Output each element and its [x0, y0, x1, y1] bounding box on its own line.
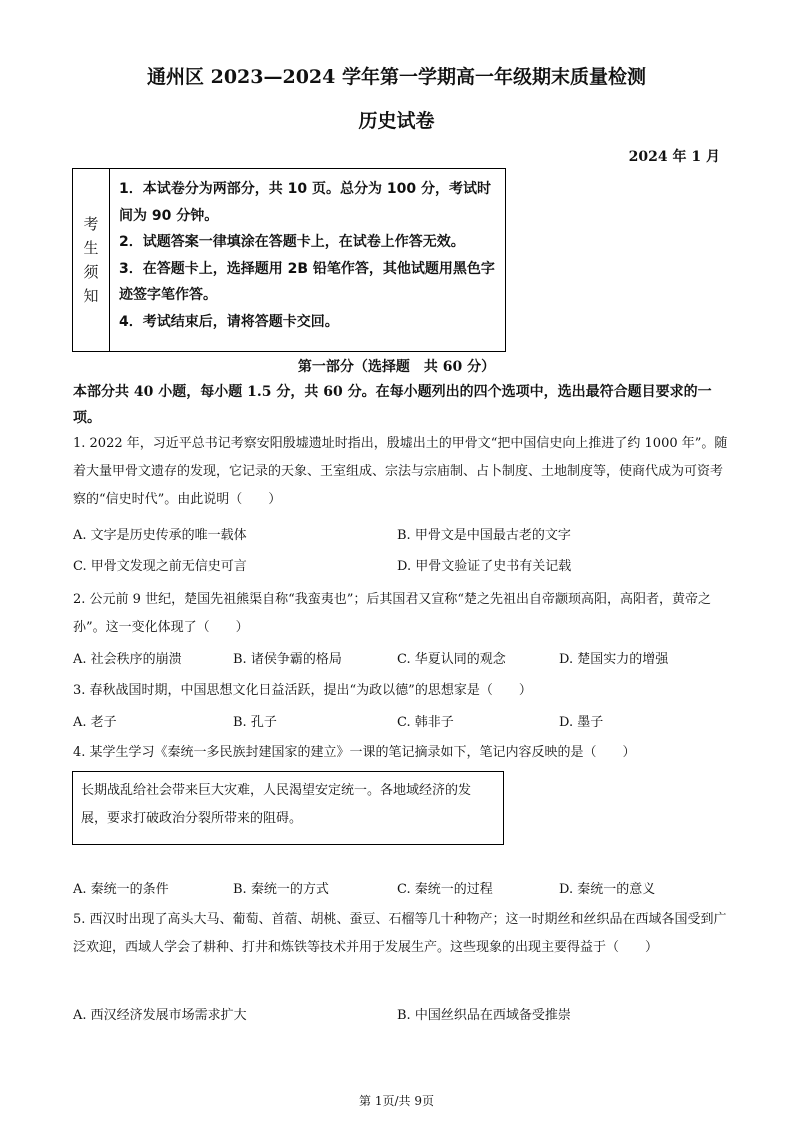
option: C. 秦统一的过程: [397, 882, 493, 897]
notice-label-char: 生: [83, 239, 99, 257]
section-title: 第一部分（选择题 共 60 分）: [297, 359, 496, 375]
page-footer: 第 1页/共 9页: [359, 1094, 434, 1108]
question-stem: 4. 某学生学习《秦统一多民族封建国家的建立》一课的笔记摘录如下，笔记内容反映的是（ ）: [73, 745, 636, 760]
question-stem: 3. 春秋战国时期，中国思想文化日益活跃，提出“为政以德”的思想家是（ ）: [73, 683, 532, 698]
notice-item: 2．试题答案一律填涂在答题卡上，在试卷上作答无效。: [119, 234, 465, 250]
notice-label-char: 须: [83, 263, 99, 281]
notice-label: [73, 169, 110, 351]
option: A. 社会秩序的崩溃: [73, 652, 182, 667]
option: C. 韩非子: [397, 715, 454, 730]
exam-date: 2024 年 1 月: [628, 149, 720, 165]
option: A. 西汉经济发展市场需求扩大: [73, 1008, 247, 1023]
section-intro: 本部分共 40 小题，每小题 1.5 分，共 60 分。在每小题列出的四个选项中，选出最符合题目要求的一项。: [73, 384, 712, 426]
option: C. 甲骨文发现之前无信史可言: [73, 559, 247, 574]
notice-body: [110, 169, 505, 351]
option: A. 文字是历史传承的唯一载体: [73, 528, 247, 543]
notice-label-char: 知: [83, 287, 99, 305]
notice-item: 1．本试卷分为两部分，共 10 页。总分为 100 分，考试时间为 90 分钟。: [119, 181, 491, 224]
option: A. 老子: [73, 715, 117, 730]
note-box: 长期战乱给社会带来巨大灾难，人民渴望安定统一。各地域经济的发展，要求打破政治分裂所带来的阻碍。: [72, 771, 504, 845]
option: D. 墨子: [559, 715, 604, 730]
question-stem: 2. 公元前 9 世纪，楚国先祖熊渠自称“我蛮夷也”；后其国君又宣称“楚之先祖出自帝颛顼高阳，高阳者，黄帝之孙”。这一变化体现了（ ）: [73, 592, 712, 635]
exam-title: 通州区 2023—2024 学年第一学期高一年级期末质量检测: [147, 66, 646, 88]
option: A. 秦统一的条件: [73, 882, 169, 897]
option: B. 甲骨文是中国最古老的文字: [397, 528, 571, 543]
option: D. 甲骨文验证了史书有关记载: [397, 559, 572, 574]
option: D. 楚国实力的增强: [559, 652, 669, 667]
notice-box: [72, 168, 506, 352]
notice-item: 4．考试结束后，请将答题卡交回。: [119, 313, 339, 330]
option: D. 秦统一的意义: [559, 882, 656, 897]
option: B. 秦统一的方式: [233, 882, 329, 897]
option: B. 孔子: [233, 715, 277, 730]
option: B. 中国丝织品在西域备受推崇: [397, 1008, 571, 1023]
option: B. 诸侯争霸的格局: [233, 652, 342, 667]
notice-item: 3．在答题卡上，选择题用 2B 铅笔作答，其他试题用黑色字迹签字笔作答。: [119, 260, 495, 303]
notice-label-char: 考: [83, 215, 99, 233]
option: C. 华夏认同的观念: [397, 652, 506, 667]
exam-subtitle: 历史试卷: [358, 110, 435, 132]
question-stem: 1. 2022 年，习近平总书记考察安阳殷墟遗址时指出，殷墟出土的甲骨文“把中国信史向上推进了约 1000 年”。随着大量甲骨文遗存的发现，它记录的天象、王室组成、宗法与宗庙制、占卜制度、土地制度等，使商代成为可资考察的“信史时代”。由此说明（ ）: [73, 436, 728, 507]
question-stem: 5. 西汉时出现了高头大马、葡萄、首蓿、胡桃、蚕豆、石榴等几十种物产；这一时期丝和丝织品在西域各国受到广泛欢迎，西域人学会了耕种、打井和炼铁等技术并用于发展生产。这些现象的出现主要得益于（ ）: [73, 912, 727, 955]
